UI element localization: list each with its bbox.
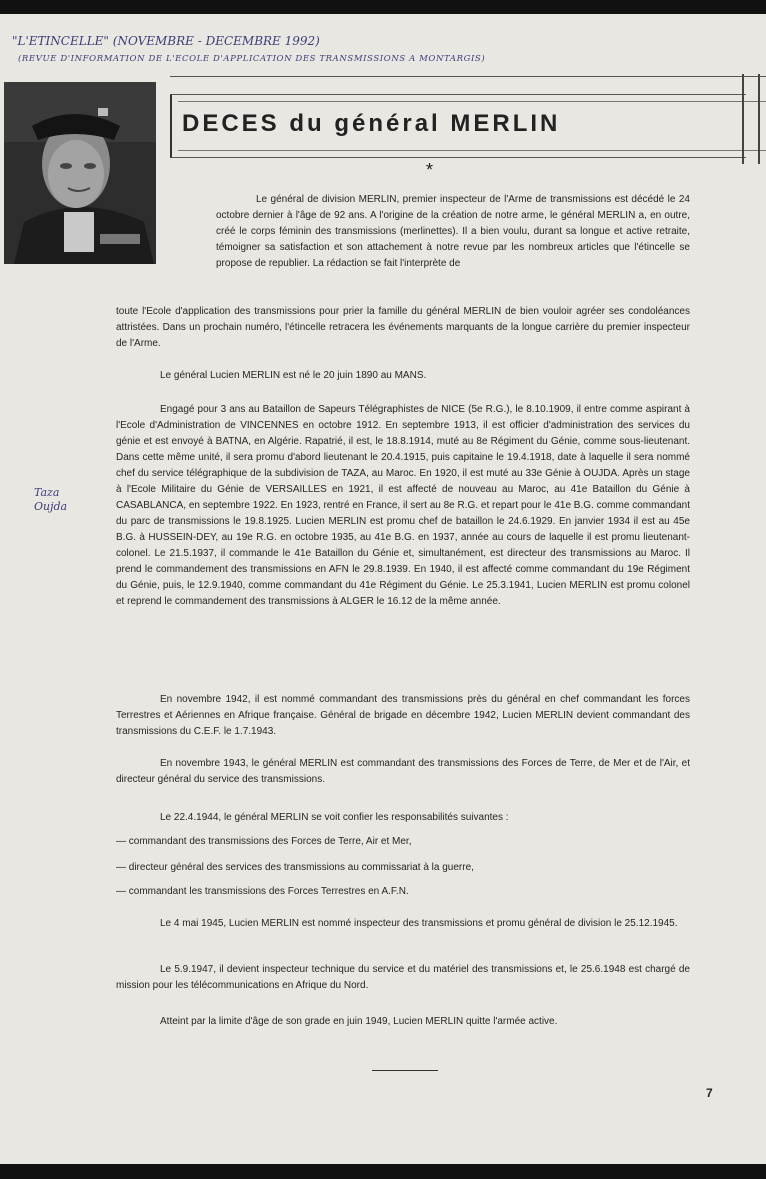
handwritten-margin-note: Taza Oujda xyxy=(34,486,68,513)
paragraph-1942: En novembre 1942, il est nommé commandant des transmissions près du général en chef commandant les forces Terrestres et Aériennes en Afrique française. Général de brigade en décembre 1942, Lucien MERLIN devient commandant des transmissions du C.E.F. le 1.7.1943. xyxy=(116,694,690,737)
paragraph-1945: Le 4 mai 1945, Lucien MERLIN est nommé inspecteur des transmissions et promu général de division le 25.12.1945. xyxy=(160,918,678,929)
list-item: — commandant les transmissions des Forces Terrestres en A.F.N. xyxy=(116,886,409,897)
career-paragraph: Engagé pour 3 ans au Bataillon de Sapeurs Télégraphistes de NICE (5e R.G.), le 8.10.1909, il entre comme aspirant à l'Ecole d'Administration de VINCENNES en octobre 1912. En septembre 1913, il est officier d'administration des services du génie et est envoyé à BATNA, en Algérie. Rapatrié, il est, le 18.8.1914, muté au 8e Régiment du Génie, comme sous-lieutenant. Dans cette même unité, il sera promu d'abord lieutenant le 20.4.1915, puis capitaine le 19.4.1918, date à laquelle il sera nommé chef du service télégraphique de la subdivision de TAZA, au Maroc. En 1920, il est muté au 33e Génie à OUJDA. Après un stage à l'Ecole Militaire du Génie de VERSAILLES en 1921, il est affecté de nouveau au Maroc, au 41e Bataillon du Génie à CASABLANCA, en septembre 1922. En 1923, rentré en France, il sert au 8e R.G. et repart pour le 41e B.G. comme commandant du parc de transmissions le 19.8.1925. Lucien MERLIN est promu chef de bataillon le 24.6.1929. En janvier 1934 il est au 45e B.G. à HUSSEIN-DEY, au 19e R.G. en octobre 1935, au 41e B.G. en 1937, année au cours de laquelle il est promu lieutenant-colonel. Le 21.5.1937, il commande le 41e Bataillon du Génie et, simultanément, est directeur des transmissions au Maroc. Il prend le commandement des transmissions en AFN le 29.8.1939. En 1940, il est affecté comme commandant du 19e Régiment du Génie, puis, le 12.9.1940, comme commandant du 41e Régiment du Génie. Le 25.3.1941, Lucien MERLIN est promu colonel et reprend le commandement des transmissions à ALGER le 16.12 de la même année. xyxy=(116,404,690,607)
intro-paragraph-continued: toute l'Ecole d'application des transmissions pour prier la famille du général MERLIN de bien vouloir agréer ses condoléances attristées. Dans un prochain numéro, l'étincelle retracera les événements marquants de la longue carrière du premier inspecteur de l'Arme. xyxy=(116,306,690,349)
handwritten-source-subline: (REVUE D'INFORMATION DE L'ECOLE D'APPLICATION DES TRANSMISSIONS A MONTARGIS) xyxy=(18,54,486,64)
document-page xyxy=(0,14,766,1164)
paragraph-1943: En novembre 1943, le général MERLIN est commandant des transmissions des Forces de Terre, de Mer et de l'Air, et directeur général du service des transmissions. xyxy=(116,758,690,785)
asterisk-divider: * xyxy=(426,160,434,180)
top-rule xyxy=(170,76,766,77)
handwritten-source-line: "L'ETINCELLE" (NOVEMBRE - DECEMBRE 1992) xyxy=(12,34,320,48)
intro-paragraph: Le général de division MERLIN, premier inspecteur de l'Arme de transmissions est décédé le 24 octobre dernier à l'âge de 92 ans. A l'origine de la création de notre arme, le général MERLIN a, en outre, créé le corps féminin des transmissions (merlinettes). Il a bien voulu, durant sa longue et active retraite, témoigner sa satisfaction et son attachement à notre revue par les nombreux articles que l'étincelle se propose de republier. La rédaction se fait l'interprète de xyxy=(216,194,690,269)
page-title: DECES du général MERLIN xyxy=(182,110,561,137)
paragraph-1947: Le 5.9.1947, il devient inspecteur technique du service et du matériel des transmissions et, le 25.6.1948 est chargé de mission pour les télécommunications en Afrique du Nord. xyxy=(116,964,690,991)
title-bracket xyxy=(742,74,760,164)
list-item: — directeur général des services des transmissions au commissariat à la guerre, xyxy=(116,862,474,873)
paragraph-1944: Le 22.4.1944, le général MERLIN se voit confier les responsabilités suivantes : xyxy=(160,812,509,823)
page-number: 7 xyxy=(706,1086,713,1100)
portrait-image xyxy=(4,82,156,264)
paragraph-1949: Atteint par la limite d'âge de son grade en juin 1949, Lucien MERLIN quitte l'armée active. xyxy=(160,1016,558,1027)
birth-paragraph: Le général Lucien MERLIN est né le 20 juin 1890 au MANS. xyxy=(160,370,427,381)
closing-rule xyxy=(372,1070,438,1071)
list-item: — commandant des transmissions des Forces de Terre, Air et Mer, xyxy=(116,836,412,847)
portrait-photo xyxy=(4,82,156,264)
